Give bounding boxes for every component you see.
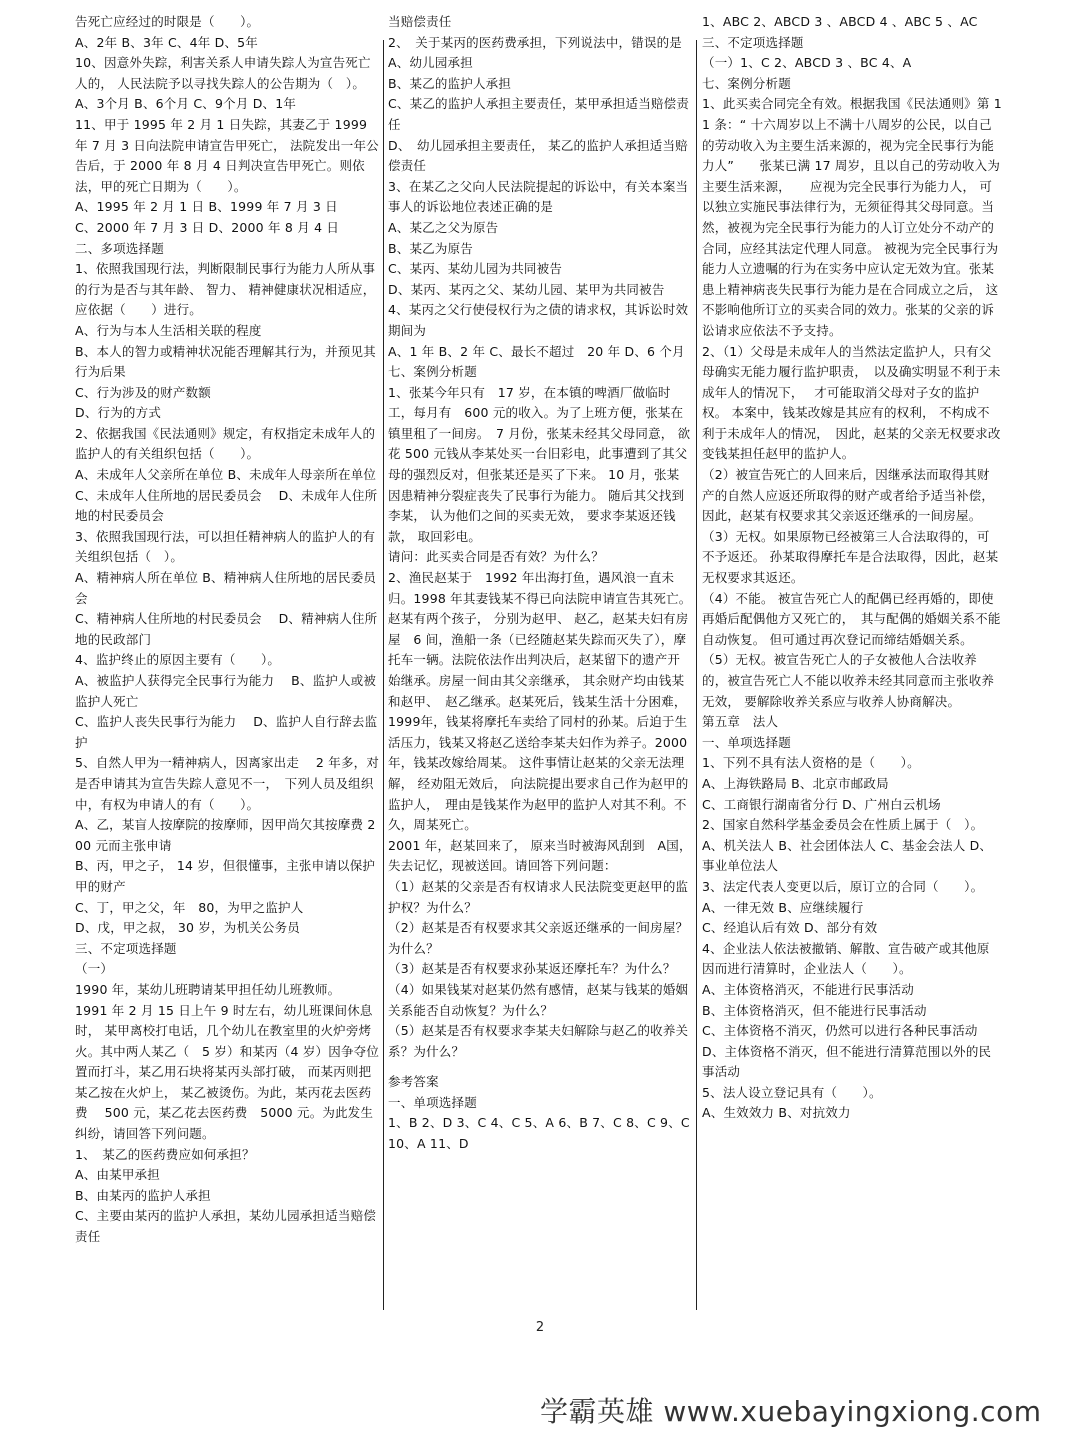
right-column-line: （2）被宣告死亡的人回来后，因继承法而取得其财产的自然人应返还所取得的财产或者给予适当补偿， 因此，赵某有权要求其父亲返还继承的一间房屋。 [702, 467, 995, 524]
left-column-line: A、由某甲承担 [75, 1167, 160, 1183]
middle-column-line: （5）赵某是否有权要求李某夫妇解除与赵乙的收养关系？为什么？ [388, 1023, 689, 1059]
right-column [702, 12, 1002, 1312]
right-column-line: 第五章 法人 [702, 714, 779, 730]
left-column-line: 1、 某乙的医药费应如何承担？ [75, 1146, 255, 1162]
left-column-line: B、本人的智力或精神状况能否理解其行为，并预见其行为后果 [75, 343, 376, 380]
right-column-line: B、主体资格消灭，但不能进行民事活动 [702, 1002, 927, 1018]
middle-column-line: 2、 关于某丙的医药费承担，下列说法中，错误的是 [388, 34, 683, 50]
right-column-line: 1、下列不具有法人资格的是（ ）。 [702, 755, 920, 771]
left-column-line: A、1995 年 2 月 1 日 B、1999 年 7 月 3 日 [75, 199, 338, 215]
middle-column-line: B、某乙为原告 [388, 240, 473, 256]
column-divider-right [696, 40, 697, 1310]
middle-column-line: A、某乙之父为原告 [388, 219, 499, 235]
middle-column-line: D、某丙、某丙之父、某幼儿园、某甲为共同被告 [388, 281, 665, 297]
left-column-line: 3、依照我国现行法，可以担任精神病人的监护人的有关组织包括（ ）。 [75, 528, 376, 565]
right-column-line: 3、法定代表人变更以后，原订立的合同（ ）。 [702, 878, 984, 894]
middle-column-line: 请问：此买卖合同是否有效？为什么？ [388, 549, 604, 565]
right-column-line: A、生效效力 B、对抗效力 [702, 1105, 851, 1121]
right-column-line: 1、ABC 2、ABCD 3 、ABCD 4 、ABC 5 、AC [702, 14, 978, 29]
right-column-line: 2、国家自然科学基金委员会在性质上属于（ ）。 [702, 817, 984, 833]
left-column-line: D、戊，甲之叔， 30 岁，为机关公务员 [75, 920, 300, 936]
right-column-line: 三、不定项选择题 [702, 34, 804, 50]
left-column-line: 10、因意外失踪，利害关系人申请失踪人为宣告死亡人的， 人民法院予以寻找失踪人的公告期为（ ）。 [75, 55, 371, 91]
left-column-line: C、丁，甲之父，年 80，为甲之监护人 [75, 899, 304, 915]
right-column-line: （5）无权。被宣告死亡人的子女被他人合法收养的，被宣告死亡人不能以收养未经其同意而主张收养无效， 要解除收养关系应与收养人协商解决。 [702, 652, 995, 709]
left-column-line: A、行为与本人生活相关联的程度 [75, 322, 262, 338]
middle-column-line [388, 1062, 692, 1072]
left-column-line: A、精神病人所在单位 B、精神病人住所地的居民委员会 [75, 570, 377, 606]
left-column-line: B、丙，甲之子， 14 岁，但很懂事，主张申请以保护甲的财产 [75, 858, 376, 894]
middle-column-line: C、某乙的监护人承担主要责任，某甲承担适当赔偿责任 [388, 96, 690, 132]
right-column-line: D、主体资格不消灭，但不能进行清算范围以外的民事活动 [702, 1043, 992, 1080]
left-column-line: D、行为的方式 [75, 405, 162, 421]
middle-column-line: 1、张某今年只有 17 岁，在本镇的啤酒厂做临时工，每月有 600 元的收入。为了上班方便，张某在镇里租了一间房。 7 月份，张某未经其父母同意， 欲花 500 元钱从李某处买一台旧彩电，此事遭到了其父母的强烈反对，但张某还是买了下来。 10 月，张某因患精神分裂症丧失了民事行为能力。 随后其父找到李某， 认为他们之间的买卖无效， 要求李某返还钱款， 取回彩电。 [388, 384, 691, 544]
right-column-line: 1、此买卖合同完全有效。根据我国《民法通则》第 11 条：“ 十六周岁以上不满十八周岁的公民，以自己的劳动收入为主要生活来源的，视为完全民事行为能力人” 张某已满 17 周岁，且以自己的劳动收入为主要生活来源， 应视为完全民事行为能力人， 可以独立实施民事法律行为，无须征得其父母同意。当然，被视为完全民事行为能力的人订立处分不动产的合同，应经其法定代理人同意。 被视为完全民事行为能力人立遗嘱的行为在实务中应认定无效为宜。张某患上精神病丧失民事行为能力是在合同成立之后， 这不影响他所订立的买卖合同的效力。张某的父亲的诉讼请求应依法不予支持。 [702, 96, 1002, 338]
left-column-line: C、行为涉及的财产数额 [75, 384, 211, 400]
middle-column-line: 2001 年，赵某回来了， 原来当时被海风刮到 A国，失去记忆，现被送回。请回答下列问题： [388, 837, 692, 874]
left-column [75, 12, 380, 1312]
middle-column-line: （3）赵某是否有权要求孙某返还摩托车？为什么？ [388, 961, 676, 977]
left-column-line: C、监护人丧失民事行为能力 D、监护人自行辞去监护 [75, 714, 378, 750]
right-column-line: C、经追认后有效 D、部分有效 [702, 920, 878, 936]
middle-column-line: 4、某丙之父行使侵权行为之债的请求权，其诉讼时效期间为 [388, 302, 689, 338]
left-column-line: C、主要由某丙的监护人承担，某幼儿园承担适当赔偿责任 [75, 1208, 377, 1245]
right-column-line: A、上海铁路局 B、北京市邮政局 [702, 775, 889, 791]
right-column-line: （4）不能。 被宣告死亡人的配偶已经再婚的，即使再婚后配偶他方又死亡的， 其与配偶的婚姻关系不能自动恢复。 但可通过再次登记而缔结婚姻关系。 [702, 590, 1001, 647]
left-column-line: 1、依照我国现行法，判断限制民事行为能力人所从事的行为是否与其年龄、 智力、 精神健康状况相适应，应依据（ ）进行。 [75, 261, 376, 318]
left-column-line: 1990 年，某幼儿班聘请某甲担任幼儿班教师。 [75, 981, 341, 997]
right-column-line: A、机关法人 B、社会团体法人 C、基金会法人 D、事业单位法人 [702, 837, 993, 874]
middle-column-line: 当赔偿责任 [388, 14, 452, 29]
left-column-line: C、精神病人住所地的村民委员会 D、精神病人住所地的民政部门 [75, 611, 378, 647]
right-column-line: （一）1、C 2、ABCD 3 、BC 4、A [702, 55, 912, 71]
middle-column-line: 1、B 2、D 3、C 4、C 5、A 6、B 7、C 8、C 9、C 10、A 11、D [388, 1115, 690, 1152]
left-column-line: 二、多项选择题 [75, 240, 164, 256]
middle-column-line: （2）赵某是否有权要求其父亲返还继承的一间房屋？为什么？ [388, 920, 689, 956]
right-column-line: A、主体资格消灭，不能进行民事活动 [702, 981, 914, 997]
middle-column-line: C、某丙、某幼儿园为共同被告 [388, 261, 563, 277]
right-column-line: 2、（1）父母是未成年人的当然法定监护人，只有父母确实无能力履行监护职责， 以及确实明显不利于未成年人的情况下， 才可能取消父母对子女的监护权。 本案中，钱某改嫁是其应有的权利， 不构成不利于未成年人的情况， 因此，赵某的父亲无权要求改变钱某担任赵甲的监护人。 [702, 343, 1001, 462]
left-column-line: C、未成年人住所地的居民委员会 D、未成年人住所地的村民委员会 [75, 487, 378, 524]
left-column-line: A、3个月 B、6个月 C、9个月 D、1年 [75, 96, 297, 112]
middle-column-line: 2、渔民赵某于 1992 年出海打鱼，遇风浪一直未归。1998 年其妻钱某不得已向法院申请宣告其死亡。赵某有两个孩子， 分别为赵甲、 赵乙，赵某夫妇有房屋 6 间，渔船一条（已经随赵某失踪而灭失了），摩托车一辆。法院依法作出判决后，赵某留下的遗产开始继承。房屋一间由其父亲继承， 其余财产均由钱某和赵甲、 赵乙继承。赵某死后，钱某生活十分困难， 1999年，钱某将摩托车卖给了同村的孙某。后迫于生活压力，钱某又将赵乙送给李某夫妇作为养子。2000 年，钱某改嫁给周某。 这件事情让赵某的父亲无法理解， 经劝阻无效后， 向法院提出要求自己作为赵甲的监护人， 理由是钱某作为赵甲的监护人对其不利。不久，周某死亡。 [388, 570, 698, 833]
left-column-line: 告死亡应经过的时限是（ ）。 [75, 14, 260, 29]
left-column-line: 1991 年 2 月 15 日上午 9 时左右，幼儿班课间休息时， 某甲离校打电话，几个幼儿在教室里的火炉旁烤火。其中两人某乙（ 5 岁）和某丙（4 岁）因争夺位置而打斗，某乙用石块将某丙头部打破， 而某丙则把某乙按在火炉上， 某乙被烫伤。为此，某丙花去医药费 500 元，某乙花去医药费 5000 元。为此发生纠纷，请回答下列问题。 [75, 1002, 380, 1142]
left-column-line: B、由某丙的监护人承担 [75, 1187, 211, 1203]
middle-column-line: A、幼儿园承担 [388, 55, 473, 71]
middle-column-line: B、某乙的监护人承担 [388, 75, 512, 91]
left-column-line: A、被监护人获得完全民事行为能力 B、监护人或被监护人死亡 [75, 673, 377, 709]
right-column-line: 4、企业法人依法被撤销、解散、宣告破产或其他原因而进行清算时，企业法人（ ）。 [702, 940, 990, 977]
middle-column-line: A、1 年 B、2 年 C、最长不超过 20 年 D、6 个月 [388, 343, 685, 359]
middle-column-line: 一、单项选择题 [388, 1094, 477, 1110]
left-column-line: A、未成年人父亲所在单位 B、未成年人母亲所在单位 [75, 467, 377, 483]
site-watermark: 学霸英雄 www.xuebayingxiong.com [540, 1395, 1042, 1428]
left-column-line: （一） [75, 961, 114, 977]
middle-column-line: 参考答案 [388, 1074, 439, 1090]
page-number: 2 [535, 1320, 545, 1335]
right-column-line: A、一律无效 B、应继续履行 [702, 899, 864, 915]
right-column-line: C、工商银行湖南省分行 D、广州白云机场 [702, 796, 941, 812]
left-column-line: 4、监护终止的原因主要有（ ）。 [75, 652, 281, 668]
left-column-line: C、2000 年 7 月 3 日 D、2000 年 8 月 4 日 [75, 219, 340, 235]
right-column-line: C、主体资格不消灭，仍然可以进行各种民事活动 [702, 1023, 978, 1039]
right-column-line: 一、单项选择题 [702, 734, 791, 750]
left-column-line: A、2年 B、3年 C、4年 D、5年 [75, 34, 259, 50]
right-column-line: 5、法人设立登记具有（ ）。 [702, 1084, 882, 1100]
right-column-line: （3）无权。如果原物已经被第三人合法取得的，可不予返还。 孙某取得摩托车是合法取得，因此，赵某无权要求其返还。 [702, 528, 999, 586]
middle-column-line: （1）赵某的父亲是否有权请求人民法院变更赵甲的监护权？为什么？ [388, 878, 689, 915]
left-column-line: 5、自然人甲为一精神病人，因离家出走 2 年多，对是否申请其为宣告失踪人意见不一， 下列人员及组织中，有权为申请人的有（ ）。 [75, 755, 380, 812]
left-column-line: 11、甲于 1995 年 2 月 1 日失踪，其妻乙于 1999 年 7 月 3 日向法院申请宣告甲死亡， 法院发出一年公告后，于 2000 年 8 月 4 日判决宣告甲死亡。则依法，甲的死亡日期为（ ）。 [75, 116, 379, 194]
middle-column-line: D、 幼儿园承担主要责任， 某乙的监护人承担适当赔偿责任 [388, 137, 688, 174]
middle-column-line: （4）如果钱某对赵某仍然有感情，赵某与钱某的婚姻关系能否自动恢复？为什么？ [388, 981, 689, 1018]
middle-column-line: 3、在某乙之父向人民法院提起的诉讼中，有关本案当事人的诉讼地位表述正确的是 [388, 178, 689, 215]
middle-column [388, 12, 698, 1312]
left-column-line: 三、不定项选择题 [75, 940, 177, 956]
middle-column-line: 七、案例分析题 [388, 364, 477, 380]
column-divider-left [383, 40, 384, 1310]
left-column-line: 2、依据我国《民法通则》规定，有权指定未成年人的监护人的有关组织包括（ ）。 [75, 425, 376, 462]
left-column-line: A、乙，某盲人按摩院的按摩师，因甲尚欠其按摩费 200 元而主张申请 [75, 817, 376, 853]
right-column-line: 七、案例分析题 [702, 75, 791, 91]
